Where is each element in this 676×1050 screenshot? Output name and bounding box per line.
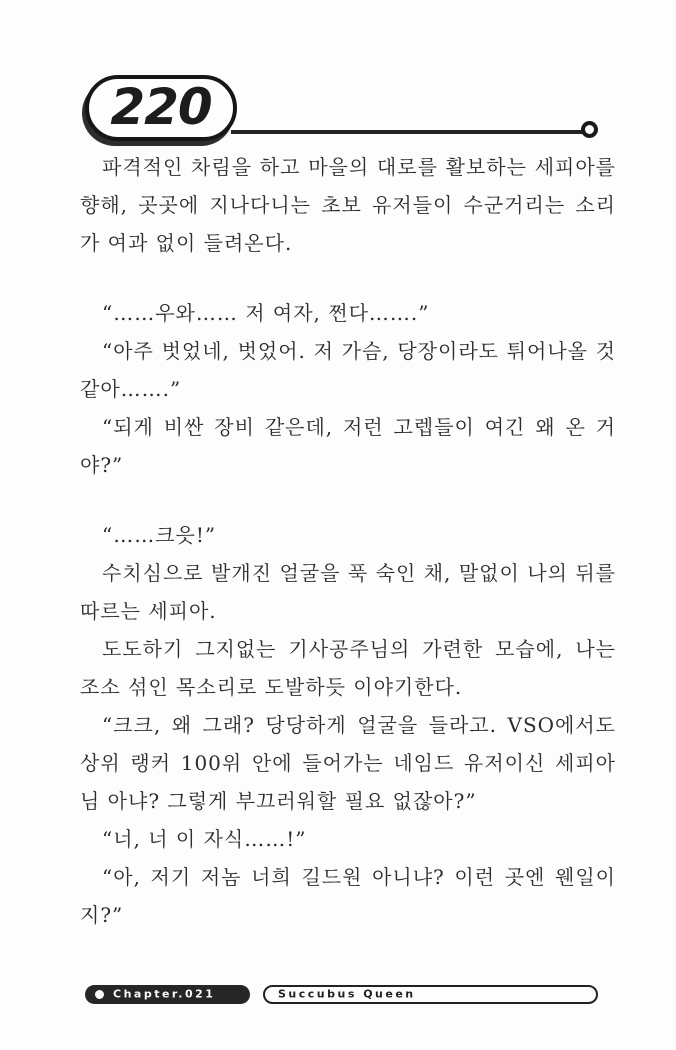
paragraph: “아주 벗었네, 벗었어. 저 가슴, 당장이라도 튀어나올 것 같아…….”: [80, 339, 616, 401]
bullet-dot-icon: [95, 990, 104, 999]
series-title-pill: [263, 985, 598, 1004]
page-footer: [85, 985, 598, 1004]
series-title-label: Succubus Queen: [278, 987, 416, 1001]
paragraph: “아, 저기 저놈 너희 길드원 아니냐? 이런 곳엔 웬일이지?”: [80, 865, 616, 927]
paragraph: 도도하기 그지없는 기사공주님의 가련한 모습에, 나는 조소 섞인 목소리로 도발하듯 이야기한다.: [80, 637, 616, 699]
page-number-badge: [85, 75, 237, 141]
paragraph: 수치심으로 발개진 얼굴을 푹 숙인 채, 말없이 나의 뒤를 따르는 세피아.: [80, 561, 616, 623]
chapter-pill: [85, 985, 250, 1004]
paragraph: “크크, 왜 그래? 당당하게 얼굴을 들라고. VSO에서도 상위 랭커 100위 안에 들어가는 네임드 유저이신 세피아 님 아냐? 그렇게 부끄러워할 필요 없잖아?”: [80, 713, 616, 813]
body-text: [80, 148, 616, 934]
paragraph: “……우와…… 저 여자, 쩐다…….”: [102, 301, 430, 325]
paragraph: “너, 너 이 자식……!”: [102, 827, 307, 851]
paragraph: “……크읏!”: [102, 523, 217, 547]
header-rule: [231, 130, 584, 134]
ring-ornament-icon: [581, 121, 598, 138]
paragraph: 파격적인 차림을 하고 마을의 대로를 활보하는 세피아를 향해, 곳곳에 지나다니는 초보 유저들이 수군거리는 소리가 여과 없이 들려온다.: [80, 155, 616, 255]
paragraph: “되게 비싼 장비 같은데, 저런 고렙들이 여긴 왜 온 거야?”: [80, 415, 616, 477]
page-number: 220: [110, 78, 212, 136]
chapter-label: Chapter.021: [113, 987, 216, 1001]
